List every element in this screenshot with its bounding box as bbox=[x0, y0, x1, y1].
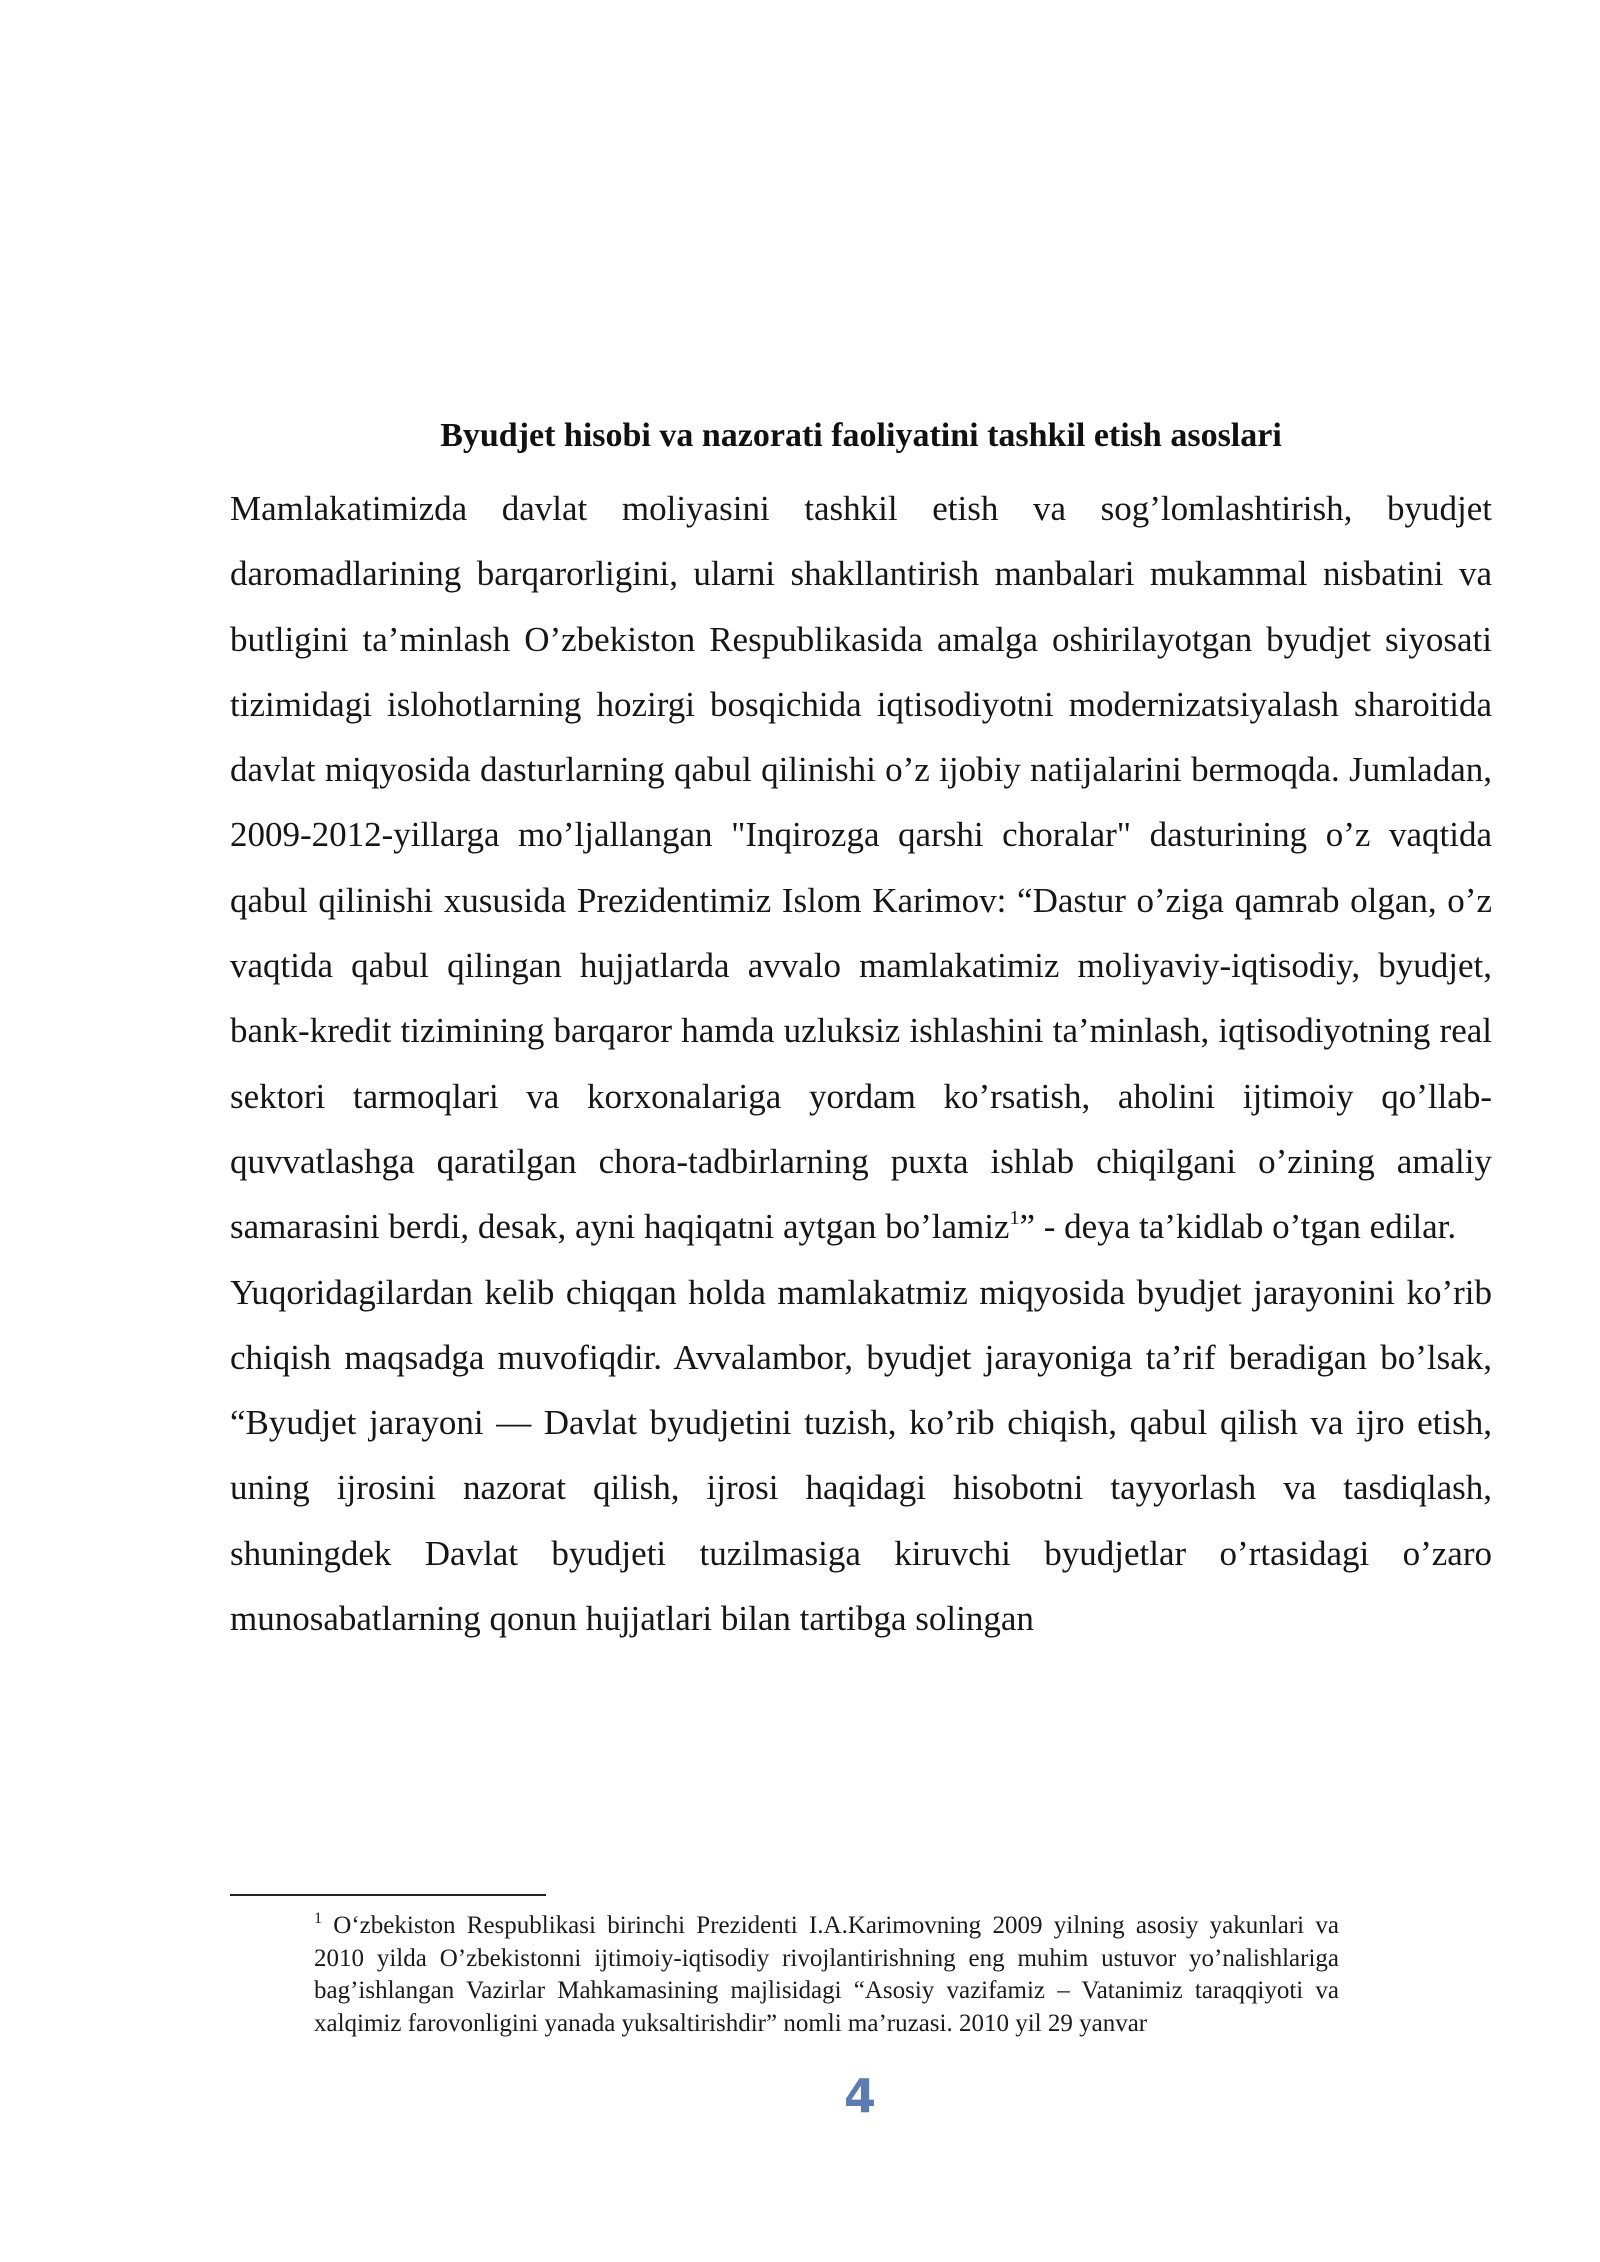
page-number: 4 bbox=[843, 2069, 876, 2123]
footnote-text: O‘zbekiston Respublikasi birinchi Prezidenti I.A.Karimovning 2009 yilning asosiy yakunlari va 2010 yilda O’zbekistonni ijtimoiy-iqtisodiy rivojlantirishning eng muhim ustuvor yo’nalishlariga bag’ishlangan Vazirlar Mahkamasining majlisidagi “Asosiy vazifamiz – Vatanimiz taraqqiyoti va xalqimiz farovonligini yanada yuksaltirishdir” nomli ma’ruzasi. 2010 yil 29 yanvar bbox=[314, 1912, 1339, 2037]
paragraph-1-text: Mamlakatimizda davlat moliyasini tashkil etish va sog’lomlashtirish, byudjet daromadlarining barqarorligini, ularni shakllantirish manbalari mukammal nisbatini va butligini ta’minlash O’zbekiston Respublikasida amalga oshirilayotgan byudjet siyosati tizimidagi islohotlarning hozirgi bosqichida iqtisodiyotni modernizatsiyalash sharoitida davlat miqyosida dasturlarning qabul qilinishi o’z ijobiy natijalarini bermoqda. Jumladan, 2009-2012-yillarga mo’ljallangan "Inqirozga qarshi choralar" dasturining o’z vaqtida qabul qilinishi xususida Prezidentimiz Islom Karimov: “Dastur o’ziga qamrab olgan, o’z vaqtida qabul qilingan hujjatlarda avvalo mamlakatimiz moliyaviy-iqtisodiy, byudjet, bank-kredit tizimining barqaror hamda uzluksiz ishlashini ta’minlash, iqtisodiyotning real sektori tarmoqlari va korxonalariga yordam ko’rsatish, aholini ijtimoiy qo’llab-quvvatlashga qaratilgan chora-tadbirlarning puxta ishlab chiqilgani o’zining amaliy samarasini berdi, desak, ayni haqiqatni aytgan bo’lamiz bbox=[230, 489, 1492, 1247]
body-text bbox=[230, 476, 1492, 1651]
section-heading: Byudjet hisobi va nazorati faoliyatini tashkil etish asoslari bbox=[440, 417, 1282, 454]
footnote-separator bbox=[230, 1894, 546, 1896]
footnote-reference[interactable]: 1 bbox=[1009, 1207, 1020, 1230]
paragraph-1-ending: ” - deya ta’kidlab o’tgan edilar. bbox=[1019, 1207, 1457, 1247]
paragraph-2: Yuqoridagilardan kelib chiqqan holda mamlakatmiz miqyosida byudjet jarayonini ko’rib chiqish maqsadga muvofiqdir. Avvalambor, byudjet jarayoniga ta’rif beradigan bo’lsak, “Byudjet jarayoni — Davlat byudjetini tuzish, ko’rib chiqish, qabul qilish va ijro etish, uning ijrosini nazorat qilish, ijrosi haqidagi hisobotni tayyorlash va tasdiqlash, shuningdek Davlat byudjeti tuzilmasiga kiruvchi byudjetlar o’rtasidagi o’zaro munosabatlarning qonun hujjatlari bilan tartibga solingan bbox=[230, 1272, 1492, 1639]
footnote bbox=[314, 1910, 1339, 2040]
footnote-number: 1 bbox=[314, 1910, 322, 1927]
paragraph-1 bbox=[230, 476, 1492, 1260]
